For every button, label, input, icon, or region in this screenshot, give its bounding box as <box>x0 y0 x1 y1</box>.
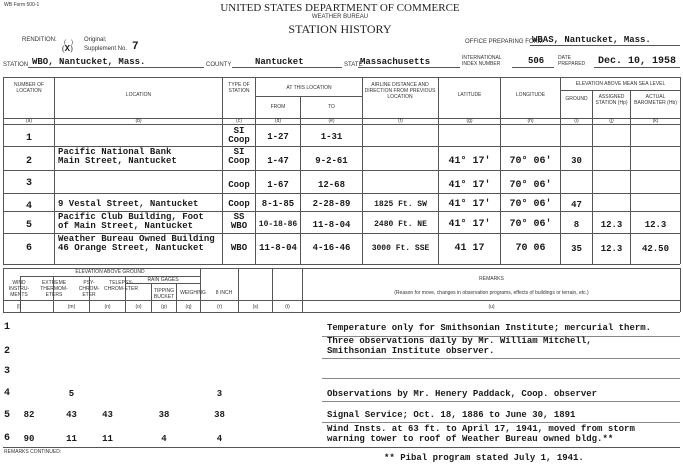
office-value: WBAS, Nantucket, Mass. <box>532 35 651 45</box>
location-line-2: Main Street, Nantucket <box>58 156 177 166</box>
supplement-number: 7 <box>132 41 139 53</box>
col-letter: (i) <box>574 118 579 124</box>
col-letter: (f) <box>398 118 403 124</box>
col-letter: (h) <box>527 118 534 124</box>
hdr-rain-gages: RAIN GAGES <box>147 277 179 283</box>
state-value: Massachusetts <box>360 57 431 67</box>
col-letter: (p) <box>160 304 168 310</box>
type-line-2: WBO <box>230 221 248 231</box>
station-value: WBO, Nantucket, Mass. <box>32 57 146 67</box>
hdr-wind: WIND INSTRU-MENTS <box>8 280 30 298</box>
from-date: 1-67 <box>267 180 289 190</box>
table-row-number: 4 <box>4 388 11 399</box>
extreme-thermometer-height: 11 <box>66 434 77 444</box>
col-letter: (j) <box>609 118 614 124</box>
actual-elevation: 12.3 <box>644 220 667 230</box>
table-row-number: 5 <box>4 410 11 421</box>
table-row-number: 6 <box>4 433 11 444</box>
table-row-number: 5 <box>25 220 32 231</box>
hdr-to: TO <box>328 104 335 110</box>
to-date: 11-8-04 <box>312 220 351 230</box>
hdr-weighing: WEIGHING <box>180 290 206 296</box>
table-row-number: 4 <box>25 201 32 212</box>
latitude: 41° 17' <box>448 219 491 230</box>
extreme-thermometer-height: 5 <box>68 389 75 399</box>
col-letter: (q) <box>185 304 192 310</box>
type-line-1: SS <box>233 212 245 222</box>
ground-elevation: 35 <box>571 244 582 254</box>
index-label-1: INTERNATIONAL <box>462 55 502 61</box>
location-line-1: Pacific Club Building, Foot <box>58 212 204 222</box>
remark-line-1: Observations by Mr. Henery Paddack, Coop. observer <box>327 389 598 399</box>
date-value: Dec. 10, 1958 <box>598 56 677 67</box>
longitude: 70 06 <box>515 243 546 254</box>
latitude: 41° 17' <box>448 199 491 210</box>
hdr-psy: PSY-CHROM-ETER <box>78 280 100 298</box>
tipping-bucket-height: 4 <box>161 434 167 444</box>
hdr-telepsy: TELEPSY-CHROM-ETER <box>104 280 138 292</box>
psychrometer-height: 11 <box>102 434 113 444</box>
hdr-remarks: REMARKS <box>479 276 504 282</box>
table-row-number: 1 <box>25 133 32 144</box>
index-value: 506 <box>528 56 545 66</box>
col-letter: (l) <box>16 304 22 310</box>
longitude: 70° 06' <box>509 156 552 167</box>
supplement-label: Supplement No. <box>84 46 128 52</box>
form-number: WB Form 500-1 <box>4 2 40 8</box>
type-line-2: WBO <box>230 243 248 253</box>
table-row-number: 2 <box>25 156 32 167</box>
from-date: 1-47 <box>267 156 289 166</box>
type-line-2: Coop <box>228 135 250 145</box>
latitude: 41° 17' <box>448 180 491 191</box>
eight-inch-height: 3 <box>216 389 223 399</box>
hdr-actual: ACTUAL BAROMETER (Hb) <box>634 94 677 106</box>
type-line-1: SI <box>233 147 245 157</box>
col-letter: (o) <box>135 304 142 310</box>
remark-line-1: Three observations daily by Mr. William Mitchell, <box>327 336 592 346</box>
location-line-2: 46 Orange Street, Nantucket <box>58 243 204 253</box>
hdr-8-inch: 8 INCH <box>215 290 233 296</box>
page-title: STATION HISTORY <box>288 22 392 36</box>
col-letter: (t) <box>285 304 290 310</box>
hdr-location: LOCATION <box>125 92 152 98</box>
footer-note: ** Pibal program stated July 1, 1941. <box>384 453 584 463</box>
date-label-1: DATE <box>558 55 571 61</box>
assigned-elevation: 12.3 <box>600 220 623 230</box>
type-line-1: SI <box>233 126 245 136</box>
col-letter: (k) <box>652 118 659 124</box>
col-letter: (a) <box>25 118 33 124</box>
col-letter: (g) <box>466 118 473 124</box>
location-line-2: of Main Street, Nantucket <box>58 221 194 231</box>
hdr-assigned: ASSIGNED STATION (Hp) <box>595 94 628 106</box>
county-label: COUNTY <box>206 62 232 68</box>
hdr-ground: GROUND <box>565 96 588 102</box>
table-row-number: 1 <box>4 322 11 333</box>
eight-inch-height: 38 <box>214 410 225 420</box>
hdr-longitude: LONGITUDE <box>515 92 546 98</box>
longitude: 70° 06' <box>509 199 552 210</box>
hdr-elevation-above-ground: ELEVATION ABOVE GROUND <box>75 269 145 275</box>
table-row-number: 3 <box>4 366 11 377</box>
hdr-latitude: LATITUDE <box>457 92 482 98</box>
hdr-number: NUMBER OF LOCATION <box>14 82 44 94</box>
longitude: 70° 06' <box>509 180 552 191</box>
wind-instrument-height: 82 <box>23 410 35 420</box>
hdr-from: FROM <box>270 104 286 110</box>
from-date: 8-1-85 <box>261 199 295 209</box>
type-line-2: Coop <box>228 199 250 209</box>
to-date: 12-68 <box>317 180 345 190</box>
original-label: Original; <box>84 37 107 43</box>
to-date: 9-2-61 <box>315 156 348 166</box>
supplement-mark: X <box>64 44 71 54</box>
from-date: 11-8-04 <box>259 243 297 253</box>
remark-line-1: Temperature only for Smithsonian Institute; mercurial therm. <box>327 323 652 333</box>
hdr-type: TYPE OF STATION <box>228 82 250 94</box>
hdr-tipping: TIPPING BUCKET <box>153 288 175 300</box>
airline-distance: 1825 Ft. SW <box>374 200 427 209</box>
ground-elevation: 30 <box>571 156 582 166</box>
ground-elevation: 8 <box>573 220 580 230</box>
hdr-elevation: ELEVATION ABOVE MEAN SEA LEVEL <box>575 81 666 87</box>
location-line-2: 9 Vestal Street, Nantucket <box>58 199 199 209</box>
ground-elevation: 47 <box>571 200 582 210</box>
remarks-continued-label: REMARKS CONTINUED: <box>4 449 62 455</box>
location-line-1: Pacific National Bank <box>58 147 172 157</box>
county-value: Nantucket <box>255 57 304 67</box>
airline-distance: 3000 Ft. SSE <box>371 244 430 253</box>
col-letter: (e) <box>328 118 335 124</box>
airline-distance: 2480 Ft. NE <box>374 220 427 229</box>
from-date: 1-27 <box>267 132 289 142</box>
station-label: STATION <box>3 62 29 68</box>
col-letter: (r) <box>217 304 222 310</box>
psychrometer-height: 43 <box>102 410 113 420</box>
hdr-airline: AIRLINE DISTANCE AND DIRECTION FROM PREVIOUS LOCATION <box>364 82 436 100</box>
col-letter: (c) <box>236 118 242 124</box>
tipping-bucket-height: 38 <box>158 410 170 420</box>
from-date: 10-18-86 <box>258 220 298 229</box>
col-letter: (u) <box>488 304 495 310</box>
index-label-2: INDEX NUMBER <box>462 61 501 67</box>
col-letter: (d) <box>274 118 282 124</box>
table-row-number: 3 <box>25 178 32 189</box>
hdr-extreme: EXTREME THERMOM-ETERS <box>40 280 68 298</box>
table-row-number: 6 <box>25 243 32 254</box>
original-checkbox: ( ) <box>64 40 73 46</box>
supplement-checkbox: (X) <box>62 44 73 54</box>
office-label: OFFICE PREPARING FORM <box>465 39 543 45</box>
hdr-remarks-sub: (Reason for move, changes in observation programs, effects of buildings or terrain, etc.) <box>394 290 589 296</box>
remark-line-1: Wind Insts. at 63 ft. to April 17, 1941, moved from storm <box>327 424 635 434</box>
col-letter: (s) <box>252 304 259 310</box>
col-letter: (m) <box>67 304 76 310</box>
latitude: 41 17 <box>454 243 485 254</box>
eight-inch-height: 4 <box>216 434 223 444</box>
rendition-label: RENDITION: <box>22 37 57 43</box>
to-date: 4-16-46 <box>312 243 351 253</box>
date-label-2: PREPARED <box>558 61 586 67</box>
remark-line-2: warning tower to roof of Weather Bureau owned bldg.** <box>327 434 614 444</box>
latitude: 41° 17' <box>448 156 491 167</box>
hdr-at-location: AT THIS LOCATION <box>286 85 332 91</box>
wind-instrument-height: 90 <box>23 434 35 444</box>
assigned-elevation: 12.3 <box>600 244 623 254</box>
state-label: STATE <box>344 62 363 68</box>
actual-elevation: 42.50 <box>641 244 669 254</box>
agency-title: UNITED STATES DEPARTMENT OF COMMERCE <box>220 2 460 14</box>
col-letter: (n) <box>104 304 111 310</box>
type-line-2: Coop <box>228 180 250 190</box>
longitude: 70° 06' <box>509 219 552 230</box>
extreme-thermometer-height: 43 <box>66 410 77 420</box>
location-line-1: Weather Bureau Owned Building <box>58 234 215 244</box>
to-date: 1-31 <box>320 132 343 142</box>
remark-line-1: Signal Service; Oct. 18, 1886 to June 30, 1891 <box>327 410 576 420</box>
col-letter: (b) <box>135 118 142 124</box>
type-line-2: Coop <box>228 156 250 166</box>
bureau-title: WEATHER BUREAU <box>311 14 369 20</box>
to-date: 2-28-89 <box>312 199 351 209</box>
remark-line-2: Smithsonian Institute observer. <box>327 346 495 356</box>
table-row-number: 2 <box>4 346 11 357</box>
